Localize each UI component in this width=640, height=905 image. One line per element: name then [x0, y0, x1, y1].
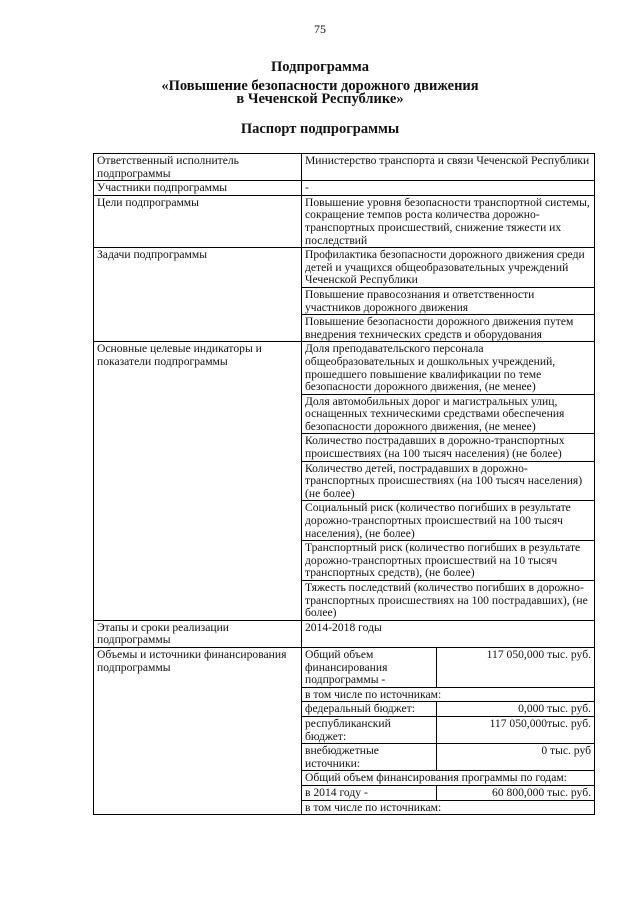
- financing-row: [302, 771, 594, 786]
- task-item: Профилактика безопасности дорожного движения среди детей и учащихся общеобразовательных учреждений Чеченской Республики: [302, 248, 595, 288]
- indicator-item: Доля автомобильных дорог и магистральных улиц, оснащенных техническими средствами обеспечения безопасности дорожного движения, (не менее): [302, 394, 595, 434]
- financing-row: [302, 785, 594, 800]
- subprogram-heading: Подпрограмма: [271, 59, 369, 75]
- row-label: Цели подпрограммы: [94, 195, 302, 247]
- financing-row: [302, 687, 594, 702]
- row-label: Этапы и сроки реализации подпрограммы: [94, 620, 302, 647]
- subprogram-title-line2: в Чеченской Республике»: [236, 91, 404, 107]
- extra-budget-value: 0 тыс. руб: [437, 744, 595, 771]
- indicator-item: Тяжесть последствий (количество погибших в дорожно-транспортных происшествиях на 100 пострадавших), (не более): [302, 581, 595, 621]
- federal-budget-value: 0,000 тыс. руб.: [437, 702, 595, 717]
- table-row: [94, 195, 595, 247]
- row-label: Основные целевые индикаторы и показатели подпрограммы: [94, 342, 302, 620]
- row-value: -: [302, 181, 595, 196]
- indicator-item: Количество пострадавших в дорожно-транспортных происшествиях (на 100 тысяч населения) (не более): [302, 434, 595, 461]
- year-2014-value: 60 800,000 тыс. руб.: [437, 785, 595, 800]
- row-label: Участники подпрограммы: [94, 181, 302, 196]
- row-value: 2014-2018 годы: [302, 620, 595, 647]
- table-row: [94, 647, 595, 814]
- table-row: [94, 620, 595, 647]
- financing-total-label: Общий объем финансирования подпрограммы -: [302, 648, 437, 687]
- indicator-item: Доля преподавательского персонала общеобразовательных и дошкольных учреждений, прошедшего повышение квалификации по теме безопасности дорожного движения, (не менее): [302, 342, 595, 394]
- table-row: [94, 154, 595, 181]
- extra-budget-label: внебюджетные источники:: [302, 744, 437, 771]
- financing-row: [302, 702, 594, 717]
- row-value: Повышение уровня безопасности транспортной системы, сокращение темпов роста количества дорожно-транспортных происшествий, снижение тяжести их последствий: [302, 195, 595, 247]
- row-label: Ответственный исполнитель подпрограммы: [94, 154, 302, 181]
- indicator-item: Транспортный риск (количество погибших в результате дорожно-транспортных происшествий на 10 тысяч транспортных средств), (не более): [302, 541, 595, 581]
- financing-by-years-label: Общий объем финансирования программы по годам:: [302, 771, 594, 786]
- financing-sources-label: в том числе по источникам:: [302, 687, 594, 702]
- task-item: Повышение правосознания и ответственности участников дорожного движения: [302, 287, 595, 314]
- page-number: 75: [314, 22, 326, 36]
- federal-budget-label: федеральный бюджет:: [302, 702, 437, 717]
- subprogram-title-line1: «Повышение безопасности дорожного движения: [161, 78, 479, 94]
- financing-cell: [302, 647, 595, 814]
- financing-row: [302, 744, 594, 771]
- financing-sources-label-2014: в том числе по источникам:: [305, 800, 442, 814]
- year-2014-label: в 2014 году -: [302, 785, 437, 800]
- financing-total-value: 117 050,000 тыс. руб.: [437, 648, 595, 687]
- table-row: [94, 342, 595, 394]
- republic-budget-value: 117 050,000тыс. руб.: [437, 716, 595, 743]
- row-value: Министерство транспорта и связи Чеченской Республики: [302, 154, 595, 181]
- row-label: Объемы и источники финансирования подпрограммы: [94, 647, 302, 814]
- passport-heading: Паспорт подпрограммы: [240, 121, 400, 137]
- republic-budget-label: республиканский бюджет:: [302, 716, 437, 743]
- table-row: [94, 248, 595, 288]
- financing-row: [302, 716, 594, 743]
- indicator-item: Количество детей, пострадавших в дорожно-транспортных происшествиях (на 100 тысяч населения) (не более): [302, 461, 595, 501]
- indicator-item: Социальный риск (количество погибших в результате дорожно-транспортных происшествий на 100 тысяч населения), (не более): [302, 501, 595, 541]
- financing-row: [302, 648, 594, 687]
- passport-table: [93, 153, 595, 815]
- financing-table: [302, 648, 594, 814]
- task-item: Повышение безопасности дорожного движения путем внедрения технических средств и оборудования: [302, 315, 595, 342]
- financing-row: [302, 800, 594, 814]
- table-row: [94, 181, 595, 196]
- row-label: Задачи подпрограммы: [94, 248, 302, 342]
